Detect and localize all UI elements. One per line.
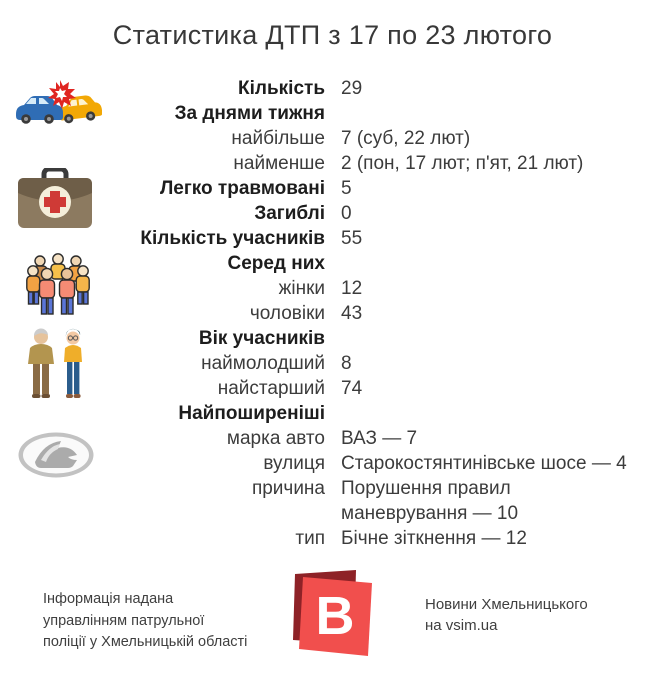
stat-label: вулиця xyxy=(263,453,325,474)
page-title: Статистика ДТП з 17 по 23 лютого xyxy=(112,20,553,50)
source-attribution xyxy=(43,589,293,654)
source-line: управлінням патрульної xyxy=(43,612,205,629)
stat-value: 7 (суб, 22 лют) xyxy=(341,128,471,149)
stat-row-women xyxy=(0,276,665,301)
stat-value: Порушення правил маневрування — 10 xyxy=(341,478,519,524)
source-line: Інформація надана xyxy=(43,591,174,607)
stat-label: причина xyxy=(251,478,325,499)
stat-value: 74 xyxy=(341,378,363,399)
stat-value: Бічне зіткнення — 12 xyxy=(341,528,527,549)
stat-row-youngest xyxy=(0,351,665,376)
stat-value: 8 xyxy=(341,353,352,374)
stat-value: 29 xyxy=(341,78,363,99)
stat-row-least xyxy=(0,151,665,176)
stat-label: чоловіки xyxy=(249,303,325,324)
stat-label: За днями тижня xyxy=(174,103,325,124)
stat-row-type xyxy=(0,526,665,551)
site-caption-line: Новини Хмельницького xyxy=(425,596,588,613)
stat-value: ВАЗ — 7 xyxy=(341,428,418,449)
source-line: поліції у Хмельницькій області xyxy=(43,634,248,650)
stat-value: 55 xyxy=(341,228,363,249)
stat-value: 43 xyxy=(341,303,363,324)
logo-letter: B xyxy=(315,586,355,646)
stat-row-total xyxy=(0,76,665,101)
stat-value: 12 xyxy=(341,278,363,299)
stat-row-deaths xyxy=(0,201,665,226)
stat-row-car-brand xyxy=(0,426,665,451)
site-caption-line: на vsim.ua xyxy=(425,617,498,634)
stat-label: Серед них xyxy=(227,253,325,274)
stat-label: Легко травмовані xyxy=(159,178,325,199)
stat-row-light-injuries xyxy=(0,176,665,201)
stat-value: Старокостянтинівське шосе — 4 xyxy=(341,453,627,474)
stat-label: тип xyxy=(295,528,325,549)
stat-label: найменше xyxy=(233,153,325,174)
stat-label: жінки xyxy=(278,278,325,299)
stat-label: найстарший xyxy=(217,378,325,399)
stat-row-street xyxy=(0,451,665,476)
stat-row-cause xyxy=(0,476,665,526)
stat-label: Кількість xyxy=(238,78,325,99)
stat-label: Вік учасників xyxy=(198,328,325,349)
stat-row-men xyxy=(0,301,665,326)
stat-label: Кількість учасників xyxy=(140,228,325,249)
site-caption xyxy=(425,594,645,636)
stat-label: Найпоширеніші xyxy=(178,403,325,424)
stat-value: 0 xyxy=(341,203,352,224)
stat-value: 2 (пон, 17 лют; п'ят, 21 лют) xyxy=(341,153,584,174)
stat-label: найбільше xyxy=(231,128,325,149)
stat-label: Загиблі xyxy=(254,203,325,224)
stat-label: марка авто xyxy=(226,428,325,449)
stat-row-most-common xyxy=(0,401,665,426)
stat-row-most xyxy=(0,126,665,151)
stats-list xyxy=(0,76,665,551)
stat-row-participants xyxy=(0,226,665,251)
stat-label: наймолодший xyxy=(201,353,325,374)
stat-row-oldest xyxy=(0,376,665,401)
stat-row-among-them xyxy=(0,251,665,276)
stat-row-age xyxy=(0,326,665,351)
stat-value: 5 xyxy=(341,178,352,199)
vsim-b-logo xyxy=(288,568,378,667)
stat-row-by-weekday xyxy=(0,101,665,126)
